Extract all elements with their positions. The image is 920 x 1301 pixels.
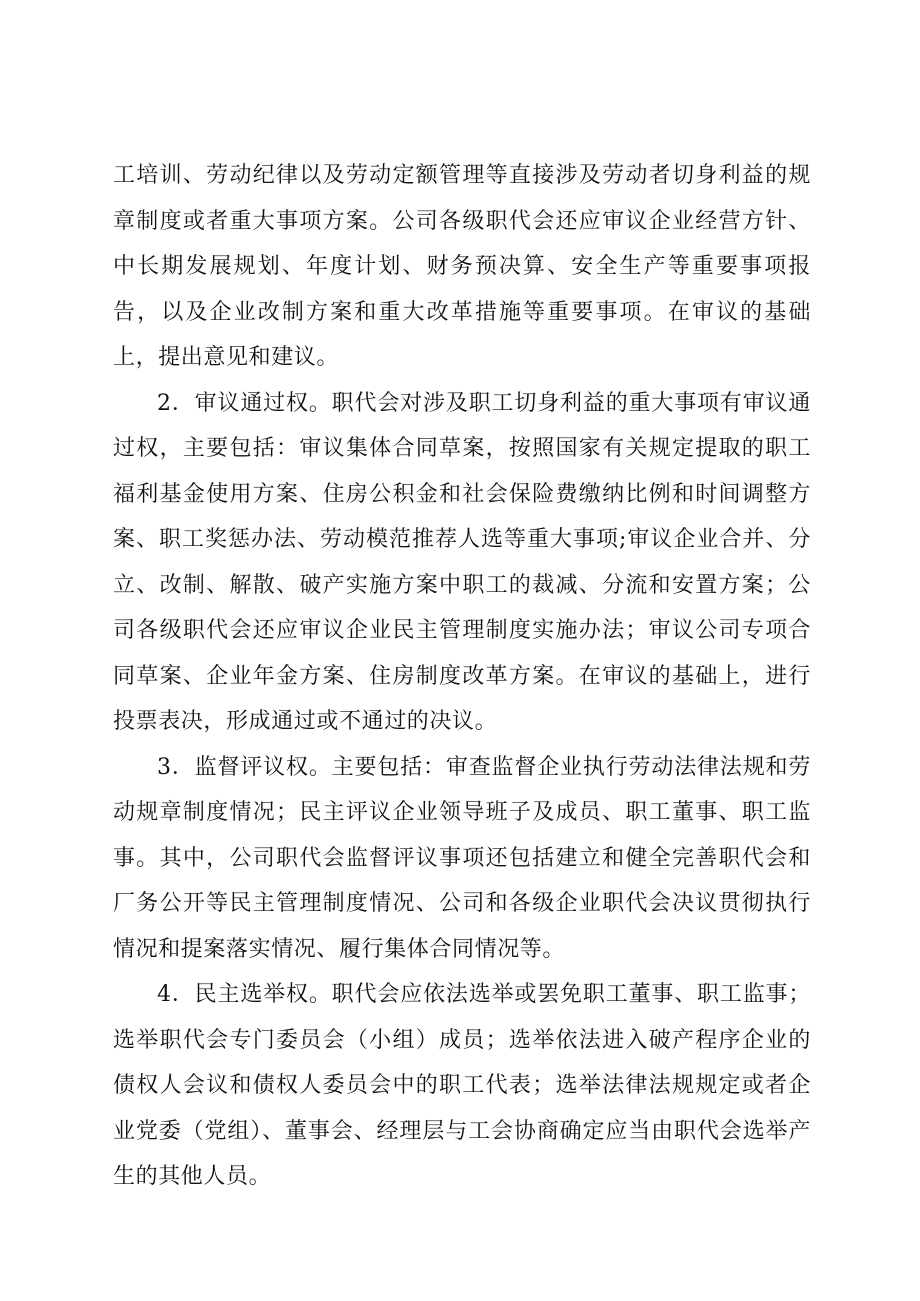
paragraph-review-approval-right: 2．审议通过权。职代会对涉及职工切身利益的重大事项有审议通过权，主要包括：审议集体合同草案，按照国家有关规定提取的职工福利基金使用方案、住房公积金和社会保险费缴纳比例和时间调整方案、职工奖惩办法、劳动模范推荐人选等重大事项;审议企业合并、分立、改制、解散、破产实施方案中职工的裁减、分流和安置方案；公司各级职代会还应审议企业民主管理制度实施办法；审议公司专项合同草案、企业年金方案、住房制度改革方案。在审议的基础上，进行投票表决，形成通过或不通过的决议。 bbox=[113, 390, 811, 734]
paragraph-continuation: 工培训、劳动纪律以及劳动定额管理等直接涉及劳动者切身利益的规章制度或者重大事项方案。公司各级职代会还应审议企业经营方针、中长期发展规划、年度计划、财务预决算、安全生产等重要事项报告，以及企业改制方案和重大改革措施等重要事项。在审议的基础上，提出意见和建议。 bbox=[113, 163, 811, 370]
paragraph-supervision-evaluation-right: 3．监督评议权。主要包括：审查监督企业执行劳动法律法规和劳动规章制度情况；民主评议企业领导班子及成员、职工董事、职工监事。其中，公司职代会监督评议事项还包括建立和健全完善职代会和厂务公开等民主管理制度情况、公司和各级企业职代会决议贯彻执行情况和提案落实情况、履行集体合同情况等。 bbox=[113, 754, 811, 962]
document-body bbox=[113, 153, 811, 1200]
paragraph-democratic-election-right: 4．民主选举权。职代会应依法选举或罢免职工董事、职工监事；选举职代会专门委员会（小组）成员；选举依法进入破产程序企业的债权人会议和债权人委员会中的职工代表；选举法律法规规定或者企业党委（党组）、董事会、经理层与工会协商确定应当由职代会选举产生的其他人员。 bbox=[113, 982, 811, 1189]
